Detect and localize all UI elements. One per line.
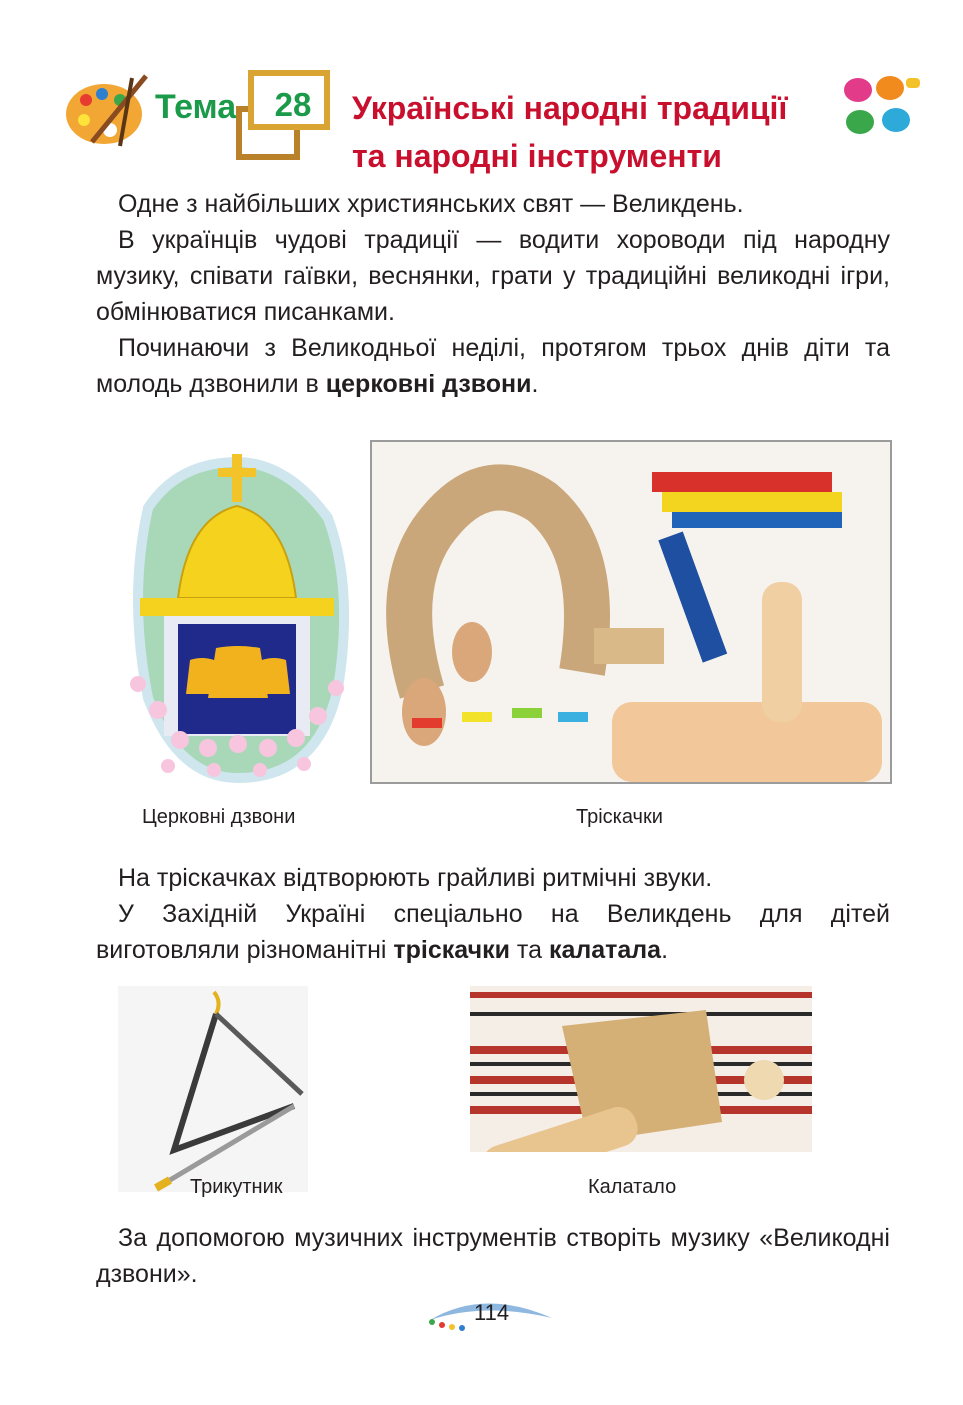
palette-icon: [62, 70, 152, 150]
rattles-photo: [370, 440, 892, 784]
intro-p3-start: Починаючи з Великодньої неділі, протягом трьох днів діти та молодь дзвонили в: [96, 334, 890, 398]
church-bells-caption: Церковні дзвони: [142, 806, 296, 828]
middle-p2-mid: та: [509, 936, 549, 964]
rattles-caption: Тріскачки: [576, 806, 663, 828]
middle-text: [96, 860, 890, 968]
page-title: [352, 84, 832, 180]
middle-p2-start: У Західній Україні спеціально на Великдень для дітей виготовляли різноманітні: [96, 900, 890, 964]
intro-paragraph-2: В українців чудові традиції — водити хороводи під народну музику, співати гаївки, веснянки, грати у традиційні великодні ігри, обмінюватися писанками.: [96, 226, 890, 326]
triangle-caption: Трикутник: [190, 1176, 283, 1198]
kalatalo-caption: Калатало: [588, 1176, 677, 1198]
intro-paragraph-1: Одне з найбільших християнських свят — Великдень.: [118, 190, 744, 218]
intro-paragraph-3: [96, 330, 890, 402]
rattles-term: тріскачки: [393, 936, 510, 964]
intro-text: [96, 186, 890, 402]
middle-paragraph-2: [96, 896, 890, 968]
church-bells-term: церковні дзвони: [325, 370, 532, 398]
middle-paragraph-1: На тріскачках відтворюють грайливі ритмічні звуки.: [118, 864, 713, 892]
page-number: 114: [474, 1300, 510, 1325]
task-text: [96, 1220, 890, 1292]
theme-number: 28: [274, 86, 312, 123]
triangle-image: [118, 986, 308, 1192]
intro-p3-end: .: [531, 370, 539, 398]
handprints-icon: [838, 68, 924, 144]
task-paragraph: За допомогою музичних інструментів створіть музику «Великодні дзвони».: [96, 1224, 890, 1288]
middle-p2-end: .: [661, 936, 669, 964]
page-title-line1: Українські народні традиції: [352, 90, 788, 126]
kalatalo-photo: [470, 986, 812, 1152]
page-title-line2: та народні інструменти: [352, 138, 722, 174]
theme-label: Тема: [155, 88, 237, 126]
kalatala-term: калатала: [548, 936, 662, 964]
church-bells-image: [118, 448, 356, 788]
